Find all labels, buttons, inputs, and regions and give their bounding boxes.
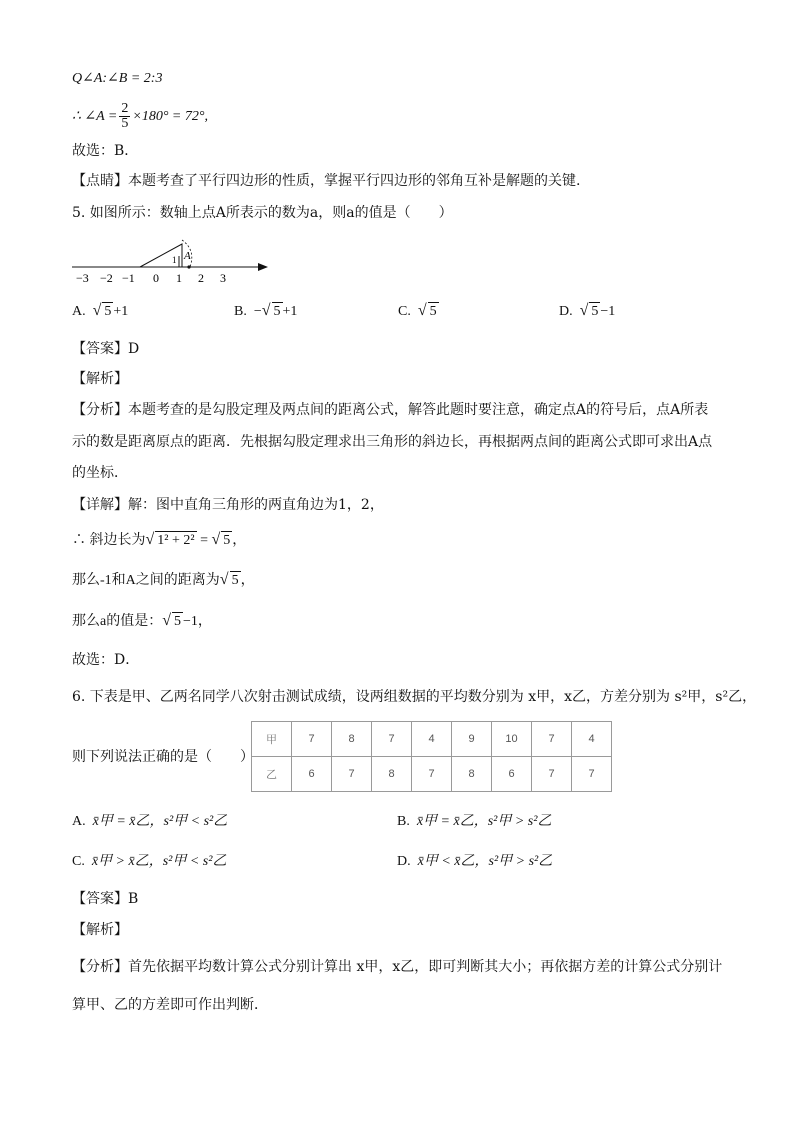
option-letter: A. bbox=[72, 304, 86, 319]
detail-text: −1， bbox=[183, 614, 212, 629]
table-cell: 4 bbox=[412, 722, 452, 757]
tick-label: −1 bbox=[122, 271, 135, 285]
table-row bbox=[252, 757, 612, 792]
q5-option-d: D. √ 5 −1 bbox=[559, 302, 616, 319]
detail-text: 那么-1和A之间的距离为 bbox=[72, 573, 220, 588]
q6-answer: 【答案】B bbox=[72, 891, 139, 907]
option-letter: D. bbox=[397, 854, 411, 869]
q5-option-c: C. √ 5 bbox=[398, 302, 437, 319]
table-cell: 9 bbox=[452, 722, 492, 757]
q5-option-a: A. √ 5 +1 bbox=[72, 302, 129, 319]
table-cell: 10 bbox=[492, 722, 532, 757]
point-a-label: A bbox=[184, 250, 191, 262]
radicand: 5 bbox=[223, 533, 231, 548]
table-cell: 7 bbox=[292, 722, 332, 757]
option-letter: A. bbox=[72, 814, 86, 829]
option-sign: − bbox=[253, 304, 262, 319]
prev-angle-pre: ∴ ∠A = bbox=[72, 109, 118, 124]
option-letter: D. bbox=[559, 304, 573, 319]
table-cell: 7 bbox=[532, 722, 572, 757]
fraction-numerator: 2 bbox=[121, 101, 129, 117]
radicand: 5 bbox=[174, 614, 181, 629]
prev-angle-calc bbox=[72, 100, 208, 134]
row-header: 甲 bbox=[252, 722, 292, 757]
table-cell: 7 bbox=[332, 757, 372, 792]
q5-detail-line2: ∴ 斜边长为√ 1² + 2² = √ 5 ， bbox=[72, 531, 247, 548]
prev-ratio-line: Q∠A:∠B = 2:3 bbox=[72, 71, 163, 86]
radicand: 5 bbox=[591, 304, 599, 319]
option-text: x̄甲 > x̄乙，s²甲 < s²乙 bbox=[91, 854, 227, 869]
q6-analysis-line2: 算甲、乙的方差即可作出判断． bbox=[72, 997, 268, 1013]
table-cell: 8 bbox=[372, 757, 412, 792]
option-tail: +1 bbox=[113, 304, 129, 319]
detail-text: ， bbox=[240, 573, 255, 588]
radicand: 5 bbox=[231, 573, 239, 588]
prev-comment: 【点睛】本题考查了平行四边形的性质，掌握平行四边形的邻角互补是解题的关键. bbox=[72, 173, 581, 189]
q6-option-c bbox=[72, 853, 226, 871]
option-tail: +1 bbox=[282, 304, 298, 319]
option-text: x̄甲 = x̄乙，s²甲 > s²乙 bbox=[416, 814, 552, 829]
radicand: 1² + 2² bbox=[157, 533, 195, 548]
table-cell: 8 bbox=[452, 757, 492, 792]
table-cell: 4 bbox=[572, 722, 612, 757]
tick-label: 1 bbox=[176, 271, 182, 285]
q6-option-d bbox=[397, 853, 552, 871]
option-letter: B. bbox=[234, 304, 247, 319]
table-cell: 7 bbox=[372, 722, 412, 757]
q6-stem-line2: 则下列说法正确的是（ ） bbox=[72, 749, 254, 765]
q6-option-a bbox=[72, 813, 227, 831]
q5-detail-line3: 那么-1和A之间的距离为√ 5 ， bbox=[72, 571, 255, 588]
q5-detail-line1: 【详解】解：图中直角三角形的两直角边为1，2， bbox=[72, 497, 384, 513]
tick-label: 3 bbox=[220, 271, 226, 285]
q5-analysis-line3: 的坐标． bbox=[72, 465, 128, 481]
radicand: 5 bbox=[104, 304, 112, 319]
option-text: x̄甲 = x̄乙，s²甲 < s²乙 bbox=[92, 814, 228, 829]
q6-stem-line1: 6. 下表是甲、乙两名同学八次射击测试成绩，设两组数据的平均数分别为 x甲，x乙，方差分别为 s²甲，s²乙， bbox=[72, 689, 757, 705]
q5-detail-line4: 那么a的值是：√ 5 −1， bbox=[72, 612, 212, 629]
table-cell: 7 bbox=[532, 757, 572, 792]
table-row bbox=[252, 722, 612, 757]
table-cell: 7 bbox=[572, 757, 612, 792]
q5-choice: 故选：D． bbox=[72, 652, 140, 668]
q5-answer: 【答案】D bbox=[72, 341, 140, 357]
tick-label: −3 bbox=[76, 271, 89, 285]
small-label-1: 1 bbox=[172, 255, 177, 265]
q5-option-b: B. −√ 5 +1 bbox=[234, 302, 298, 319]
radicand: 5 bbox=[273, 304, 281, 319]
option-letter: C. bbox=[398, 304, 411, 319]
scores-table bbox=[251, 721, 612, 792]
detail-text: ， bbox=[232, 533, 247, 548]
q6-analysis-line1: 【分析】首先依据平均数计算公式分别计算出 x甲，x乙，即可判断其大小；再依据方差的计算公式分别计 bbox=[72, 959, 723, 975]
option-letter: B. bbox=[397, 814, 410, 829]
q5-stem: 5. 如图所示：数轴上点A所表示的数为a，则a的值是（ ） bbox=[72, 205, 453, 221]
option-text: x̄甲 < x̄乙，s²甲 > s²乙 bbox=[417, 854, 553, 869]
detail-text: ∴ 斜边长为 bbox=[72, 533, 146, 548]
q5-analysis-tag: 【解析】 bbox=[72, 371, 128, 387]
table-cell: 7 bbox=[412, 757, 452, 792]
tick-label: −2 bbox=[100, 271, 113, 285]
prev-answer-choice: 故选：B． bbox=[72, 143, 139, 159]
option-letter: C. bbox=[72, 854, 85, 869]
point-a-dot bbox=[187, 265, 190, 268]
prev-angle-post: ×180° = 72°, bbox=[132, 109, 208, 124]
q5-analysis-line1: 【分析】本题考查的是勾股定理及两点间的距离公式，解答此题时要注意，确定点A的符号后，点A所表 bbox=[72, 402, 709, 418]
q6-analysis-tag: 【解析】 bbox=[72, 922, 128, 938]
fraction-denominator: 5 bbox=[121, 116, 129, 132]
q6-option-b bbox=[397, 813, 551, 831]
table-cell: 6 bbox=[292, 757, 332, 792]
tick-label: 0 bbox=[153, 271, 159, 285]
equals-sign: = bbox=[196, 533, 212, 548]
table-cell: 6 bbox=[492, 757, 532, 792]
row-header: 乙 bbox=[252, 757, 292, 792]
detail-text: 那么a的值是： bbox=[72, 614, 163, 629]
tick-label: 2 bbox=[198, 271, 204, 285]
radicand: 5 bbox=[429, 304, 437, 319]
option-tail: −1 bbox=[600, 304, 616, 319]
table-cell: 8 bbox=[332, 722, 372, 757]
arrow-head-icon bbox=[258, 263, 268, 271]
q5-analysis-line2: 示的数是距离原点的距离．先根据勾股定理求出三角形的斜边长，再根据两点间的距离公式即可求出A点 bbox=[72, 434, 713, 450]
number-line-figure bbox=[68, 232, 278, 288]
